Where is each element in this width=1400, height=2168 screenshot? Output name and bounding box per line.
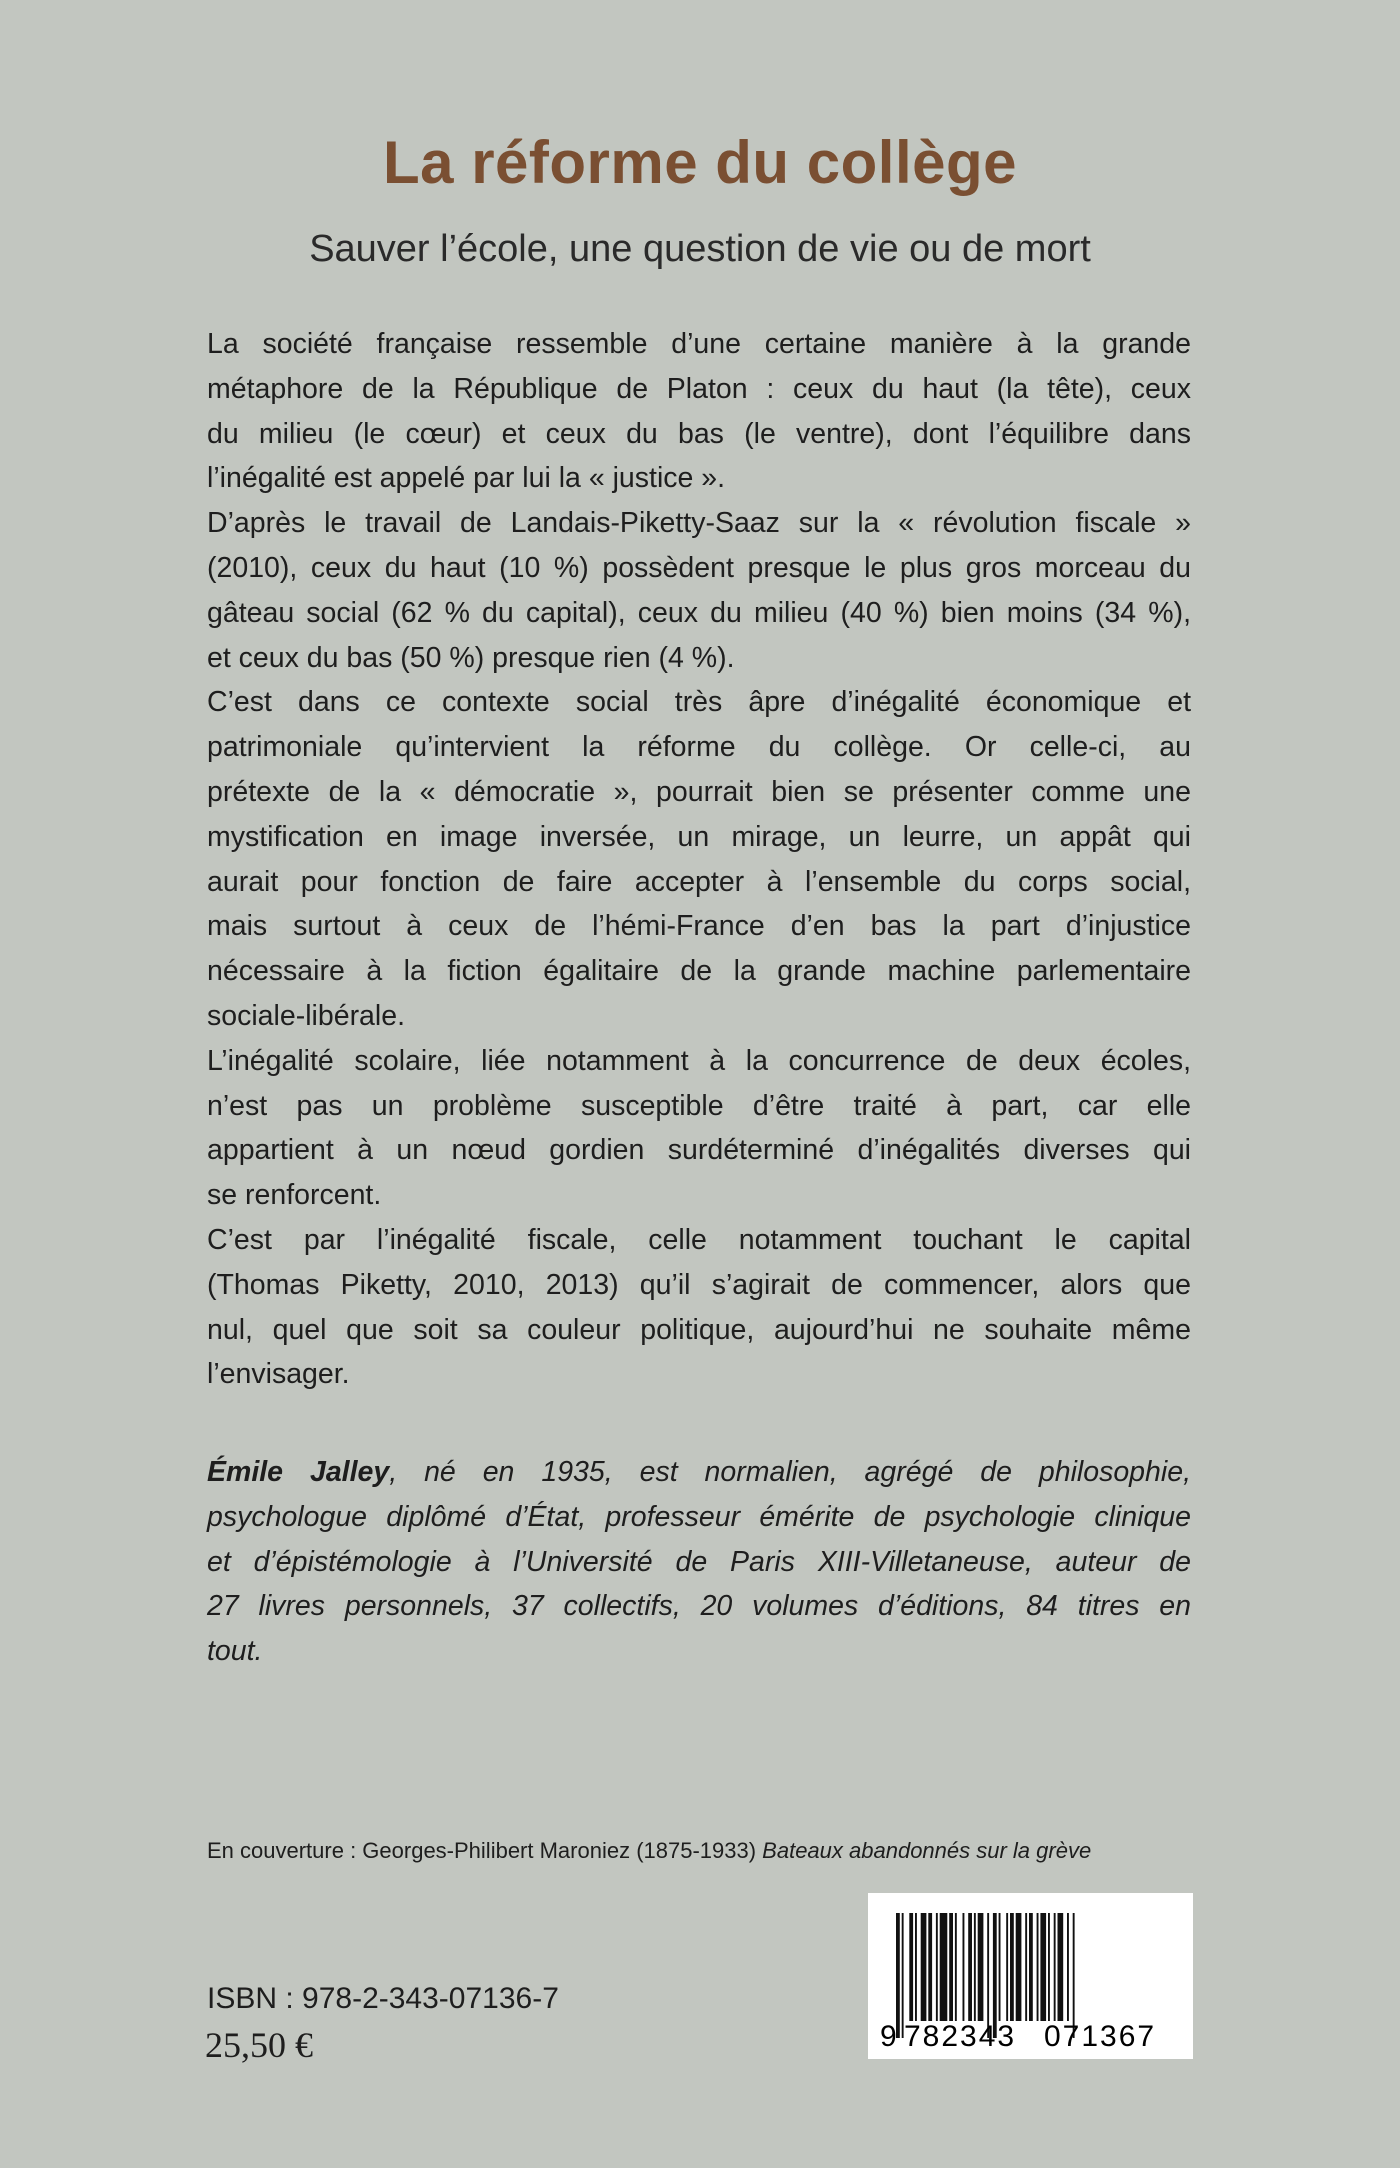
paragraph-line: nécessaire à la fiction égalitaire de la grande machine parlementaire [207, 955, 1191, 988]
paragraph-line: patrimoniale qu’intervient la réforme du collège. Or celle-ci, au [207, 731, 1191, 764]
author-name: Émile Jalley [207, 1456, 390, 1488]
bio-line: tout. [207, 1635, 263, 1668]
paragraph-line: nul, quel que soit sa couleur politique, aujourd’hui ne souhaite même [207, 1313, 1191, 1346]
paragraph-line: L’inégalité scolaire, liée notamment à la concurrence de deux écoles, [207, 1044, 1191, 1077]
bio-line: psychologue diplômé d’État, professeur émérite de psychologie clinique [207, 1500, 1191, 1533]
barcode-bar [1040, 1913, 1046, 2021]
book-subtitle: Sauver l’école, une question de vie ou de mort [309, 228, 1091, 270]
barcode-bar [968, 1913, 972, 2021]
paragraph-line: (Thomas Piketty, 2010, 2013) qu’il s’agirait de commencer, alors que [207, 1268, 1191, 1301]
barcode [868, 1893, 1193, 2059]
paragraph-line: sociale-libérale. [207, 999, 406, 1032]
barcode-bar [1048, 1913, 1050, 2021]
bio-text: , né en 1935, est normalien, agrégé de philosophie, [389, 1456, 1191, 1488]
barcode-bar [915, 1913, 917, 2021]
price: 25,50 € [205, 2025, 313, 2065]
credit-text: En couverture : Georges-Philibert Maroniez (1875-1933) [207, 1838, 763, 1863]
barcode-bar [1037, 1913, 1039, 2021]
barcode-digits-left: 782343 [904, 2020, 1017, 2053]
paragraph-line: du milieu (le cœur) et ceux du bas (le ventre), dont l’équilibre dans [207, 417, 1191, 450]
bio-line: et d’épistémologie à l’Université de Paris XIII-Villetaneuse, auteur de [207, 1545, 1191, 1578]
paragraph-line: La société française ressemble d’une certaine manière à la grande [207, 328, 1191, 360]
paragraph-line: gâteau social (62 % du capital), ceux du milieu (40 %) bien moins (34 %), [207, 596, 1191, 629]
barcode-bar [963, 1913, 965, 2021]
credit-work: Bateaux abandonnés sur la grève [762, 1838, 1092, 1863]
paragraph-line: se renforcent. [207, 1179, 382, 1212]
book-title: La réforme du collège [383, 129, 1017, 196]
blurb [207, 322, 1191, 1397]
paragraph-line: (2010), ceux du haut (10 %) possèdent presque le plus gros morceau du [207, 551, 1191, 584]
barcode-bar [955, 1913, 957, 2021]
paragraph-line: appartient à un nœud gordien surdéterminé d’inégalités diverses qui [207, 1134, 1191, 1167]
paragraph-line: C’est dans ce contexte social très âpre d’inégalité économique et [207, 686, 1191, 719]
paragraph-line: et ceux du bas (50 %) presque rien (4 %). [207, 641, 735, 674]
paragraph-line: D’après le travail de Landais-Piketty-Saaz sur la « révolution fiscale » [207, 507, 1191, 540]
paragraph-line: n’est pas un problème susceptible d’être traité à part, car elle [207, 1089, 1191, 1122]
barcode-bar [1067, 1913, 1069, 2021]
paragraph-line: l’envisager. [207, 1358, 350, 1391]
paragraph-line: mais surtout à ceux de l’hémi-France d’en bas la part d’injustice [207, 910, 1191, 943]
barcode-bar [974, 1913, 976, 2021]
barcode-bar [1016, 1913, 1022, 2021]
barcode-bars [868, 1893, 1193, 2059]
barcode-bar [999, 1913, 1001, 2021]
barcode-bar [936, 1913, 938, 2021]
barcode-bar [921, 1913, 927, 2021]
paragraph-line: l’inégalité est appelé par lui la « justice ». [207, 462, 726, 495]
bio-line: 27 livres personnels, 37 collectifs, 20 volumes d’éditions, 84 titres en [207, 1590, 1191, 1623]
barcode-bar [909, 1913, 913, 2021]
paragraph-line: aurait pour fonction de faire accepter à l’ensemble du corps social, [207, 865, 1191, 898]
barcode-bar [940, 1913, 948, 2021]
barcode-bar [978, 1913, 984, 2021]
cover-credit [207, 1838, 1091, 1864]
barcode-bar [1029, 1913, 1033, 2021]
paragraph-line: prétexte de la « démocratie », pourrait bien se présenter comme une [207, 775, 1191, 808]
barcode-digit-first: 9 [880, 2020, 897, 2053]
barcode-bar [928, 1913, 932, 2021]
barcode-bar [1058, 1913, 1064, 2021]
barcode-bar [1025, 1913, 1027, 2021]
paragraph-line: mystification en image inversée, un mirage, un leurre, un appât qui [207, 820, 1191, 853]
author-bio [207, 1450, 1191, 1674]
isbn: ISBN : 978-2-343-07136-7 [207, 1982, 559, 2015]
barcode-digits-right: 071367 [1044, 2020, 1157, 2053]
barcode-bar [1006, 1913, 1008, 2021]
barcode-bar [1010, 1913, 1014, 2021]
paragraph-line: métaphore de la République de Platon : ceux du haut (la tête), ceux [207, 372, 1191, 405]
paragraph-line: C’est par l’inégalité fiscale, celle notamment touchant le capital [207, 1223, 1191, 1256]
barcode-bar [1054, 1913, 1056, 2021]
barcode-bar [949, 1913, 953, 2021]
